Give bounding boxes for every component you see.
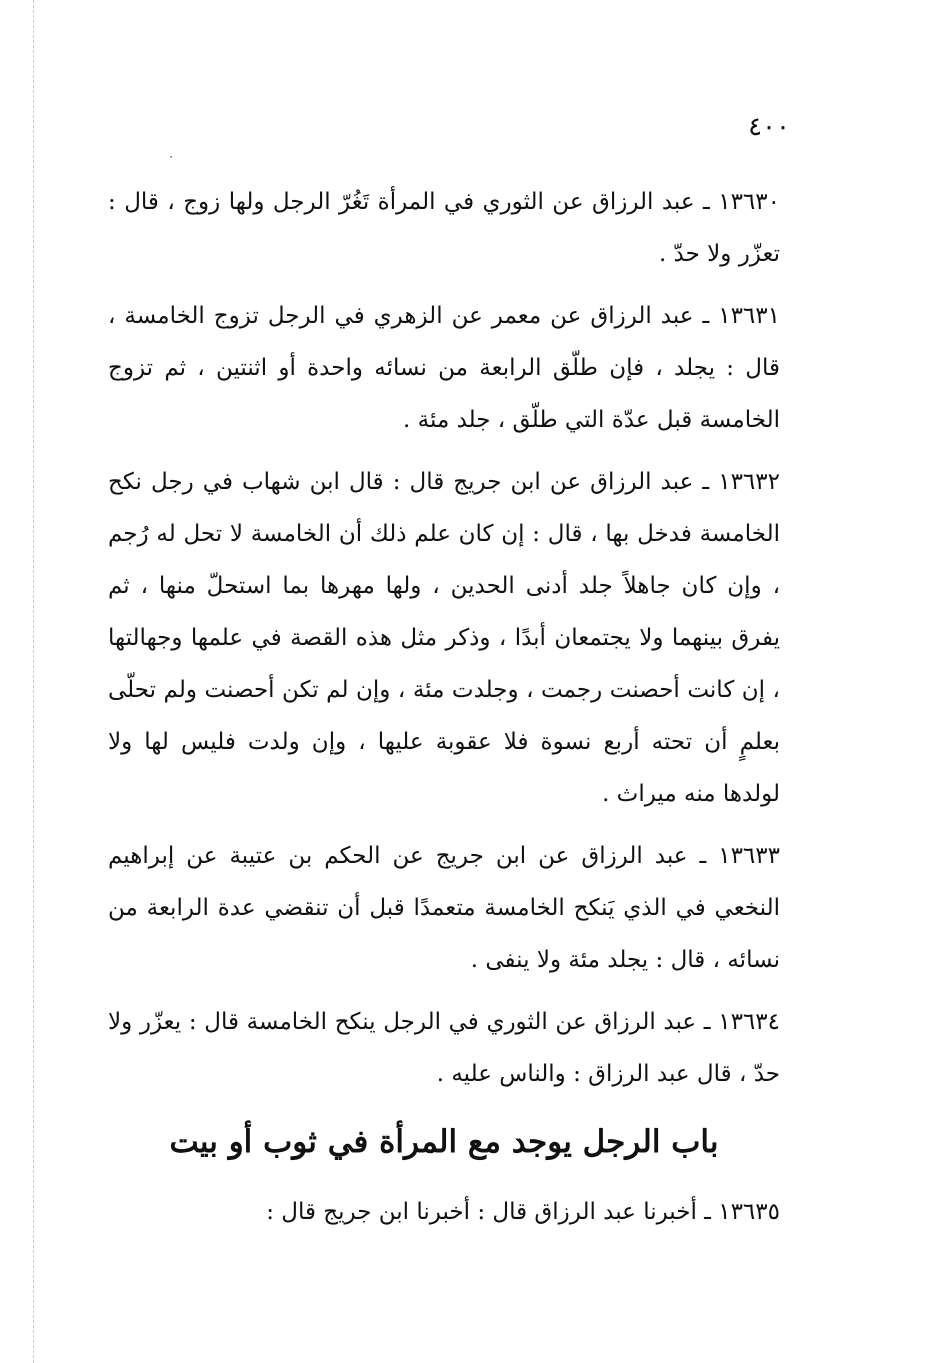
hadith-13634: ١٣٦٣٤ ـ عبد الرزاق عن الثوري في الرجل ينكح الخامسة قال : يعزّر ولا حدّ ، قال عبد الرزاق : والناس عليه . xyxy=(108,1009,780,1087)
page-edge-rule xyxy=(33,0,34,1363)
hadith-13632: ١٣٦٣٢ ـ عبد الرزاق عن ابن جريج قال : قال ابن شهاب في رجل نكح الخامسة فدخل بها ، قال : إن كان علم ذلك أن الخامسة لا تحل له رُجم ، وإن كان جاهلاً جلد أدنى الحدين ، ولها مهرها بما استحلّ منها ، ثم يفرق بينهما ولا يجتمعان أبدًا ، وذكر مثل هذه القصة في علمها وجهالتها ، إن كانت أحصنت رجمت ، وجلدت مئة ، وإن لم تكن أحصنت ولم تحلّى بعلمٍ أن تحته أربع نسوة فلا عقوبة عليها ، وإن ولدت فليس لها ولا لولدها منه ميراث . xyxy=(108,469,780,807)
hadith-13631: ١٣٦٣١ ـ عبد الرزاق عن معمر عن الزهري في الرجل تزوج الخامسة ، قال : يجلد ، فإن طلّق الرابعة من نسائه واحدة أو اثنتين ، ثم تزوج الخامسة قبل عدّة التي طلّق ، جلد مئة . xyxy=(108,303,780,433)
page-number: ٤٠٠ xyxy=(748,112,790,142)
hadith-13635: ١٣٦٣٥ ـ أخبرنا عبد الرزاق قال : أخبرنا ابن جريج قال : xyxy=(266,1199,780,1225)
scan-speck xyxy=(170,156,172,158)
hadith-text-block xyxy=(108,176,780,1110)
hadith-13633: ١٣٦٣٣ ـ عبد الرزاق عن ابن جريج عن الحكم بن عتيبة عن إبراهيم النخعي في الذي يَنكح الخامسة متعمدًا قبل أن تنقضي عدة الرابعة من نسائه ، قال : يجلد مئة ولا ينفى . xyxy=(108,843,780,973)
hadith-13630: ١٣٦٣٠ ـ عبد الرزاق عن الثوري في المرأة تَغُرّ الرجل ولها زوج ، قال : تعزّر ولا حدّ . xyxy=(108,189,780,267)
chapter-heading: باب الرجل يوجد مع المرأة في ثوب أو بيت xyxy=(169,1124,719,1160)
